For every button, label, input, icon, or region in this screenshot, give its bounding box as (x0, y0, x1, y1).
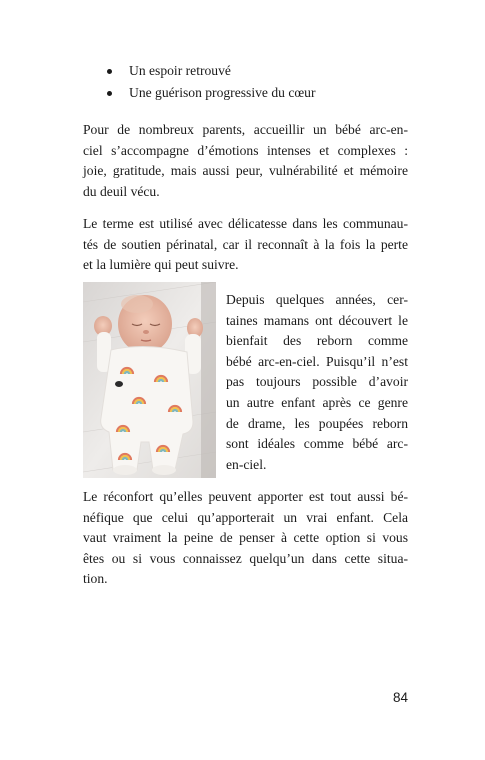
text-line: Depuis quelques années, cer- (226, 292, 408, 307)
text-line: en-ciel. (226, 456, 267, 472)
text-line: de drame, les poupées reborn (226, 415, 408, 431)
text-line: Le terme est utilisé avec délicatesse dans les communau- (83, 216, 408, 231)
bullet-dot-icon (107, 69, 112, 74)
text-line: pas toujours possible d’avoir (226, 374, 408, 390)
paragraph-term (83, 214, 408, 276)
paragraph-comfort (83, 487, 408, 590)
text-line: bienfait des reborn comme (226, 333, 408, 349)
text-line: Pour de nombreux parents, accueillir un bébé arc-en- (83, 122, 408, 137)
paragraph-emotions (83, 120, 408, 202)
text-line: et la lumière qui peut suivre. (83, 257, 239, 272)
bullet-list (107, 60, 316, 104)
page-number: 84 (392, 690, 408, 705)
text-line: taines mamans ont découvert le (226, 312, 408, 328)
text-line: tés de soutien périnatal, car il reconnaît à la fois la perte (83, 236, 408, 252)
bullet-dot-icon (107, 91, 112, 96)
reborn-baby-photo (83, 282, 216, 478)
text-line: vaut vraiment la peine de penser à cette option si vous (83, 530, 408, 545)
text-line: du deuil vécu. (83, 183, 160, 199)
bullet-text: Une guérison progressive du cœur (129, 85, 316, 100)
text-line: joie, gratitude, mais aussi peur, vulnérabilité et mémoire (83, 163, 408, 178)
text-line: bébé arc-en-ciel. Puisqu’il n’est (226, 353, 408, 369)
text-line: êtes ou si vous connaissez quelqu’un dans cette situa- (83, 550, 408, 566)
bullet-item (107, 60, 316, 82)
text-line: ciel s’accompagne d’émotions intenses et complexes : (83, 142, 408, 158)
bullet-item (107, 82, 316, 104)
text-line: Le réconfort qu’elles peuvent apporter est tout aussi bé- (83, 489, 408, 504)
paragraph-reborn (226, 290, 408, 475)
text-line: néfique que celui qu’apporterait un vrai enfant. Cela (83, 509, 408, 525)
baby-doll-illustration (83, 282, 216, 478)
text-line: sont idéales comme bébé arc- (226, 436, 408, 452)
bullet-text: Un espoir retrouvé (129, 63, 231, 78)
text-line: tion. (83, 571, 108, 586)
text-line: un autre enfant après ce genre (226, 394, 408, 410)
